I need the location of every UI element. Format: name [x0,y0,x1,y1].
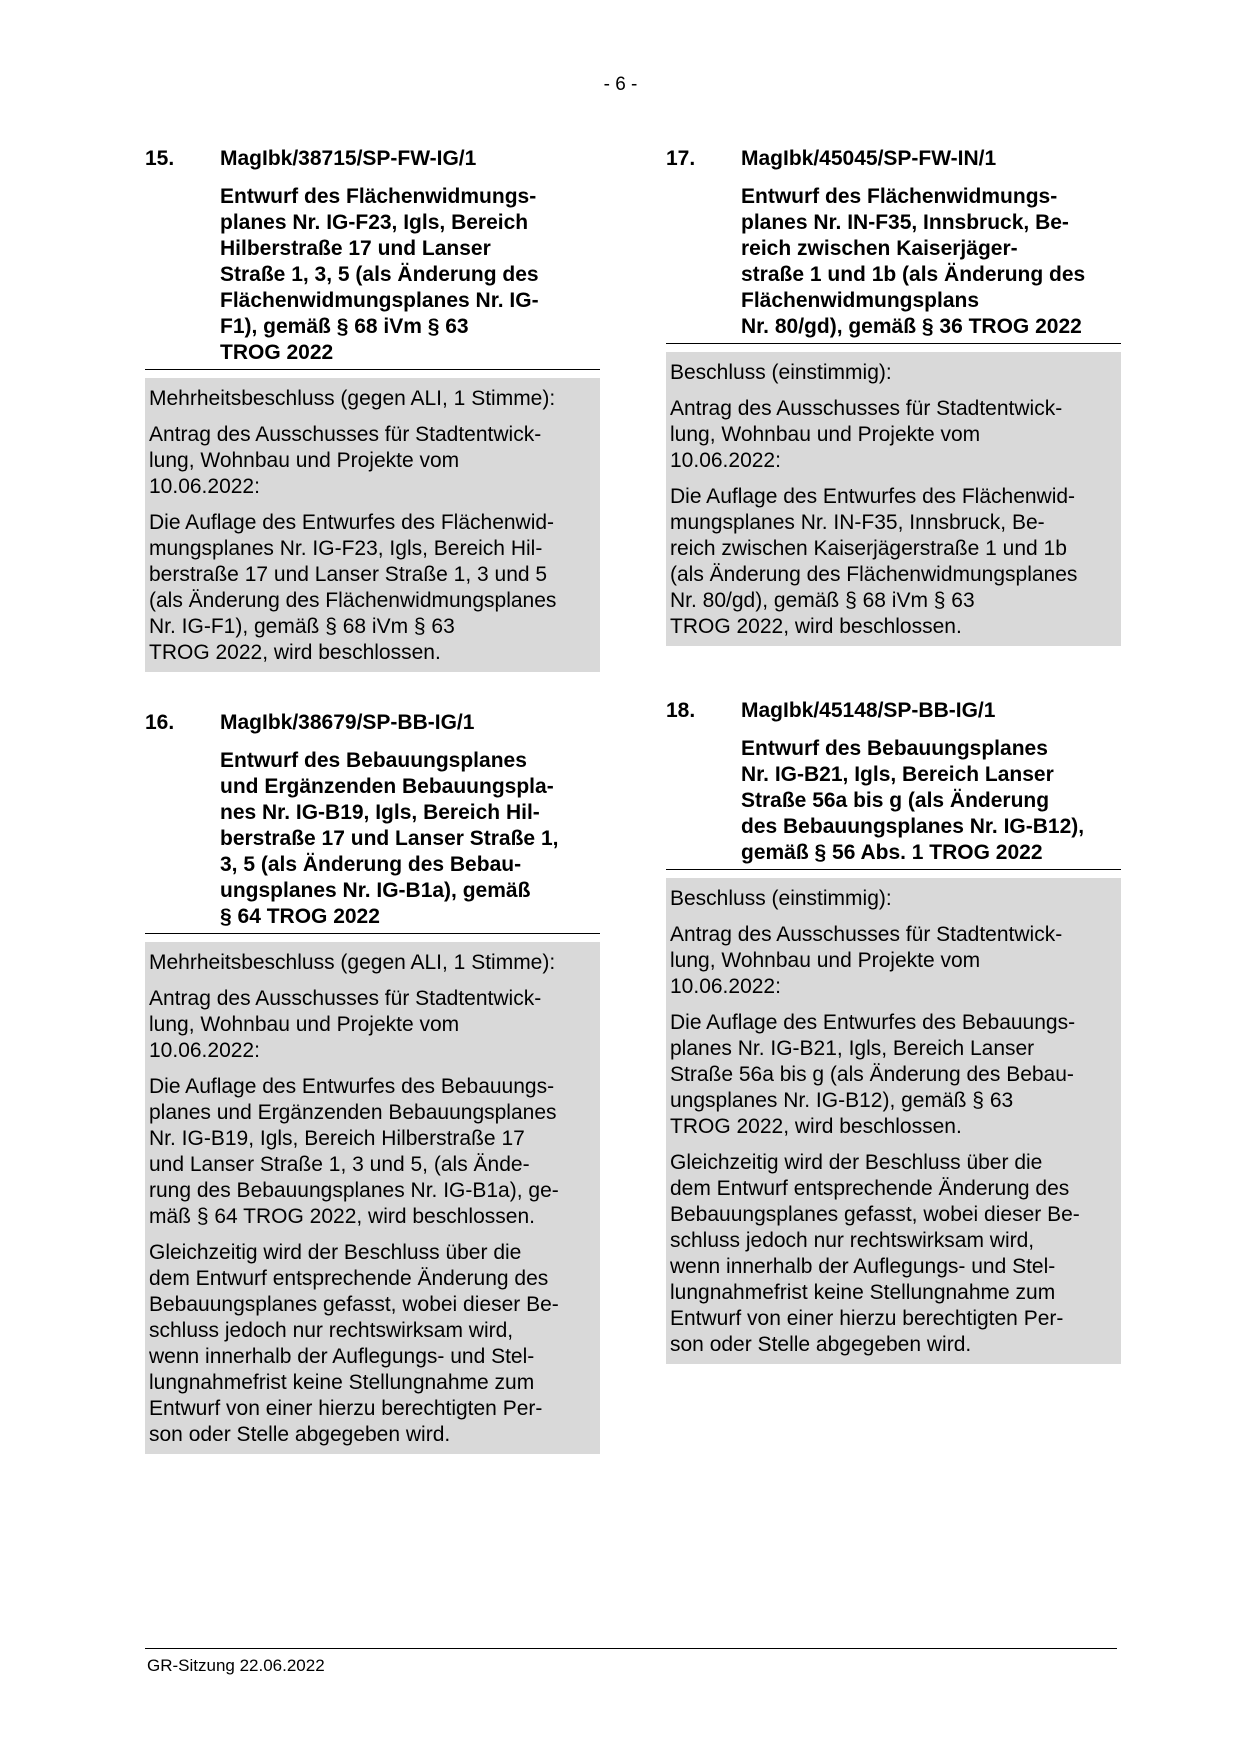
left-column [145,146,600,1492]
item-number: 17. [666,147,696,170]
decision-box [145,378,600,672]
footer-session-date: GR-Sitzung 22.06.2022 [147,1656,325,1675]
item-title: Entwurf des Bebauungsplanes Nr. IG-B21, Igls, Bereich Lanser Straße 56a bis g (als Änderung des Bebauungsplanes Nr. IG-B12), gemäß § 56 Abs. 1 TROG 2022 [666,736,1121,870]
agenda-item [666,698,1121,1364]
footer-divider [145,1648,1117,1649]
resolution-text: Die Auflage des Entwurfes des Flächenwid- mungsplanes Nr. IN-F35, Innsbruck, Be- reich zwischen Kaiserjägerstraße 1 und 1b (als Änderung des Flächenwidmungsplanes Nr. 80/gd), gemäß § 68 iVm § 63 TROG 2022, wird beschlossen. [670,485,1078,638]
page-number: - 6 - [603,74,638,95]
decision-type: Beschluss (einstimmig): [670,887,892,910]
decision-type: Mehrheitsbeschluss (gegen ALI, 1 Stimme): [149,387,556,410]
decision-box [666,878,1121,1364]
resolution-text: Die Auflage des Entwurfes des Bebauungs- planes Nr. IG-B21, Igls, Bereich Lanser Straße 56a bis g (als Änderung des Bebau- ungsplanes Nr. IG-B12), gemäß § 63 TROG 2022, wird beschlossen. [670,1011,1076,1138]
item-title: Entwurf des Bebauungsplanes und Ergänzenden Bebauungspla- nes Nr. IG-B19, Igls, Bereich Hil- berstraße 17 und Lanser Straße 1, 3, 5 (als Änderung des Bebau- ungsplanes Nr. IG-B1a), gemäß § 64 TROG 2022 [145,748,600,934]
agenda-item [666,146,1121,646]
additional-resolution-text: Gleichzeitig wird der Beschluss über die dem Entwurf entsprechende Änderung des Bebauungsplanes gefasst, wobei dieser Be- schluss jedoch nur rechtswirksam wird, wenn innerhalb der Auflegungs- und Stel- lungnahmefrist keine Stellungnahme zum Entwurf von einer hierzu berechtigten Per- son oder Stelle abgegeben wird. [149,1241,559,1446]
item-title: Entwurf des Flächenwidmungs- planes Nr. IG-F23, Igls, Bereich Hilberstraße 17 und Lanser Straße 1, 3, 5 (als Änderung des Flächenwidmungsplanes Nr. IG- F1), gemäß § 68 iVm § 63 TROG 2022 [145,184,600,370]
resolution-text: Die Auflage des Entwurfes des Flächenwid- mungsplanes Nr. IG-F23, Igls, Bereich Hil- berstraße 17 und Lanser Straße 1, 3 und 5 (als Änderung des Flächenwidmungsplanes Nr. IG-F1), gemäß § 68 iVm § 63 TROG 2022, wird beschlossen. [149,511,557,664]
additional-resolution-text: Gleichzeitig wird der Beschluss über die dem Entwurf entsprechende Änderung des Bebauungsplanes gefasst, wobei dieser Be- schluss jedoch nur rechtswirksam wird, wenn innerhalb der Auflegungs- und Stel- lungnahmefrist keine Stellungnahme zum Entwurf von einer hierzu berechtigten Per- son oder Stelle abgegeben wird. [670,1151,1080,1356]
decision-type: Beschluss (einstimmig): [670,361,892,384]
motion-text: Antrag des Ausschusses für Stadtentwick- lung, Wohnbau und Projekte vom 10.06.2022: [149,987,542,1062]
right-column [666,146,1121,1402]
item-reference: MagIbk/38679/SP-BB-IG/1 [220,711,475,734]
item-number: 18. [666,699,696,722]
decision-type: Mehrheitsbeschluss (gegen ALI, 1 Stimme): [149,951,556,974]
item-reference: MagIbk/45045/SP-FW-IN/1 [741,147,997,170]
motion-text: Antrag des Ausschusses für Stadtentwick- lung, Wohnbau und Projekte vom 10.06.2022: [670,397,1063,472]
decision-box [666,352,1121,646]
resolution-text: Die Auflage des Entwurfes des Bebauungs- planes und Ergänzenden Bebauungsplanes Nr. IG-B19, Igls, Bereich Hilberstraße 17 und Lanser Straße 1, 3 und 5, (als Ände- rung des Bebauungsplanes Nr. IG-B1a), ge- mäß § 64 TROG 2022, wird beschlossen. [149,1075,559,1228]
item-number: 16. [145,711,175,734]
motion-text: Antrag des Ausschusses für Stadtentwick- lung, Wohnbau und Projekte vom 10.06.2022: [149,423,542,498]
item-reference: MagIbk/45148/SP-BB-IG/1 [741,699,996,722]
agenda-item [145,710,600,1454]
item-reference: MagIbk/38715/SP-FW-IG/1 [220,147,477,170]
agenda-item [145,146,600,672]
motion-text: Antrag des Ausschusses für Stadtentwick- lung, Wohnbau und Projekte vom 10.06.2022: [670,923,1063,998]
decision-box [145,942,600,1454]
item-title: Entwurf des Flächenwidmungs- planes Nr. IN-F35, Innsbruck, Be- reich zwischen Kaiserjäger- straße 1 und 1b (als Änderung des Flächenwidmungsplans Nr. 80/gd), gemäß § 36 TROG 2022 [666,184,1121,344]
item-number: 15. [145,147,175,170]
